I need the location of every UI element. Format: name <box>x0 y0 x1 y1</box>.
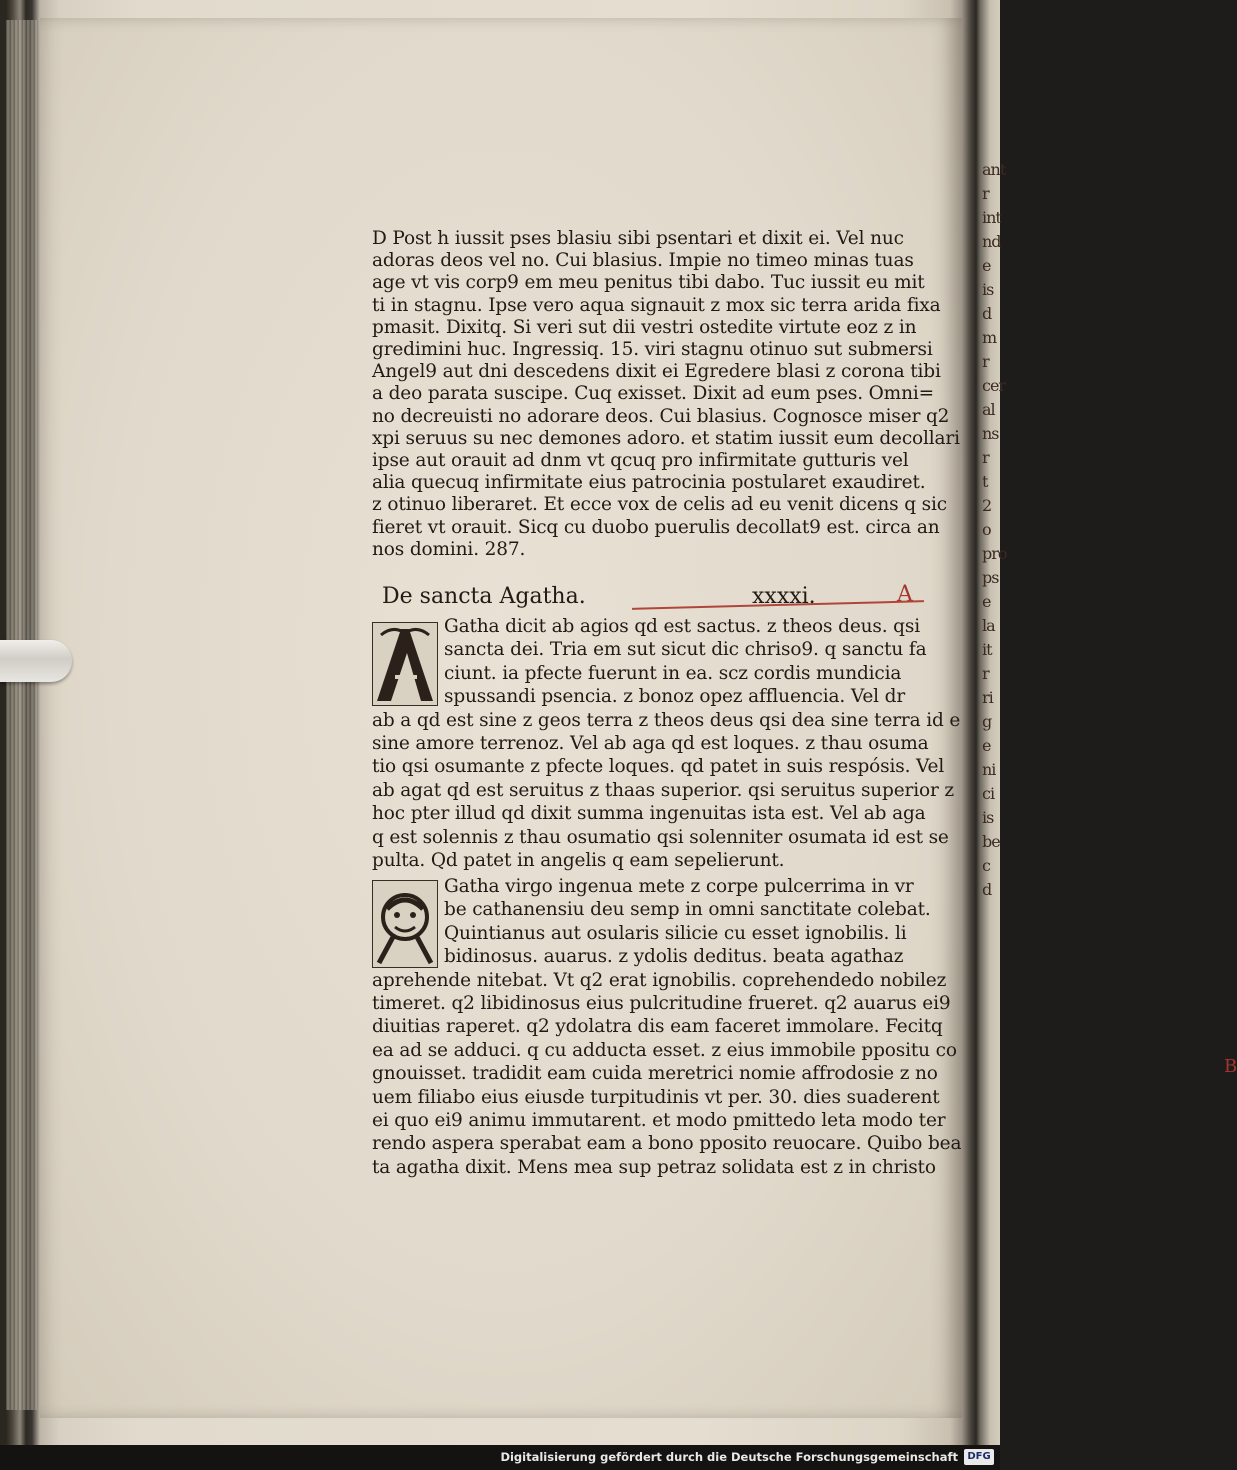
text-line: no decreuisti no adorare deos. Cui blasius. Cognosce miser q2 <box>372 405 950 427</box>
margin-fragment: is <box>982 280 994 299</box>
funding-notice: Digitalisierung gefördert durch die Deutsche Forschungsgemeinschaft <box>500 1450 958 1464</box>
margin-fragment: ni <box>982 760 996 779</box>
text-line: ei quo ei9 animu immutarent. et modo pmittedo leta modo ter <box>372 1110 946 1131</box>
text-line: z otinuo liberaret. Et ecce vox de celis ad eu venit dicens q sic <box>372 494 948 516</box>
text-line: rendo aspera sperabat eam a bono pposito reuocare. Quibo bea <box>372 1133 962 1155</box>
text-line: uem filiabo eius eiusde turpitudinis vt per. 30. dies suaderent <box>372 1086 940 1108</box>
margin-fragment: e <box>982 256 991 275</box>
text-line: ab a qd est sine z geos terra z theos deus qsi dea sine terra id e <box>372 709 961 731</box>
text-line: sancta dei. Tria em sut sicut dic chriso9. q sanctu fa <box>444 639 927 661</box>
text-line: hoc pter illud qd dixit summa ingenuitas ista est. Vel ab aga <box>372 803 926 825</box>
margin-fragment: e <box>982 592 991 611</box>
text-line: ea ad se adduci. q cu adducta esset. z eius immobile ppositu co <box>372 1039 957 1061</box>
text-line: Gatha dicit ab agios qd est sactus. z theos deus. qsi <box>444 616 920 637</box>
text-line: age vt vis corp9 em meu penitus tibi dabo. Tuc iussit eu mit <box>372 272 925 294</box>
margin-fragment: nd <box>982 232 1001 251</box>
book-page <box>40 18 1237 1418</box>
margin-fragment: r <box>982 664 989 683</box>
text-line: Angel9 aut dni descedens dixit ei Egredere blasi z corona tibi <box>372 361 941 383</box>
text-line: xpi seruus su nec demones adoro. et statim iussit eum decollari <box>372 427 960 449</box>
margin-fragment: r <box>982 448 989 467</box>
section-b-marker: B <box>1224 1056 1237 1077</box>
text-line: Gatha virgo ingenua mete z corpe pulcerrima in vr <box>444 876 914 897</box>
left-page-edges <box>6 20 38 1410</box>
margin-fragment: r <box>982 352 989 371</box>
text-line: be cathanensiu deu semp in omni sanctitate colebat. <box>444 899 931 921</box>
text-line: diuitias raperet. q2 ydolatra dis eam faceret immolare. Fecitq <box>372 1016 943 1038</box>
margin-fragment: c <box>982 856 990 875</box>
text-line: fieret vt orauit. Sicq cu duobo puerulis decollat9 est. circa an <box>372 516 940 538</box>
margin-fragment: la <box>982 616 995 635</box>
text-line: ta agatha dixit. Mens mea sup petraz solidata est z in christo <box>372 1156 936 1178</box>
text-line: tio qsi osumante z pfecte loques. qd patet in suis respósis. Vel <box>372 756 945 778</box>
chapter-heading <box>372 584 924 612</box>
text-line: bidinosus. auarus. z ydolis deditus. beata agathaz <box>444 946 904 968</box>
heading-number: xxxxi. <box>752 584 816 609</box>
margin-fragment: t <box>982 472 988 491</box>
text-line: a deo parata suscipe. Cuq exisset. Dixit ad eum pses. Omni= <box>372 383 934 405</box>
initial-a-drawing <box>373 623 437 705</box>
margin-fragment: pro <box>982 544 1007 563</box>
text-line: ciunt. ia pfecte fuerunt in ea. scz cordis mundicia <box>444 662 902 684</box>
initial-a-woodcut <box>372 622 438 706</box>
margin-fragment: ps <box>982 568 999 587</box>
margin-fragment: ri <box>982 688 993 707</box>
margin-fragment: ant <box>982 160 1006 179</box>
text-line: sine amore terrenoz. Vel ab aga qd est loques. z thau osuma <box>372 733 929 754</box>
next-page-edge <box>976 10 1007 1430</box>
margin-fragment: d <box>982 304 992 323</box>
initial-a-face-drawing <box>373 881 437 967</box>
margin-fragment: 2 <box>982 496 992 515</box>
margin-fragment: r <box>982 184 989 203</box>
text-line: D Post h iussit pses blasiu sibi psentari et dixit ei. Vel nuc <box>372 228 904 249</box>
text-line: timeret. q2 libidinosus eius pulcritudine frueret. q2 auarus ei9 <box>372 993 951 1014</box>
text-line: spussandi psencia. z bonoz opez affluencia. Vel dr <box>444 686 906 708</box>
text-line: gnouisset. tradidit eam cuida meretrici nomie affrodosie z no <box>372 1063 938 1085</box>
page-clip <box>0 640 72 682</box>
text-line: pmasit. Dixitq. Si veri sut dii vestri ostedite virtute eoz z in <box>372 316 917 338</box>
heading-title: De sancta Agatha. <box>382 584 586 609</box>
margin-fragment: m <box>982 328 997 347</box>
text-line: adoras deos vel no. Cui blasius. Impie no timeo minas tuas <box>372 250 914 272</box>
text-line: Quintianus aut osularis silicie cu esset ignobilis. li <box>444 922 907 944</box>
text-line: alia quecuq infirmitate eius patrocinia postularet exaudiret. <box>372 472 926 494</box>
initial-a-woodcut-2 <box>372 880 438 968</box>
margin-fragment: be <box>982 832 1000 851</box>
margin-fragment: cer <box>982 376 1006 395</box>
text-line: q est solennis z thau osumatio qsi solenniter osumata id est se <box>372 826 949 848</box>
text-line: ipse aut orauit ad dnm vt qcuq pro infirmitate gutturis vel <box>372 450 909 471</box>
margin-fragment: ci <box>982 784 995 803</box>
margin-fragment: g <box>982 712 992 731</box>
text-line: pulta. Qd patet in angelis q eam sepelierunt. <box>372 850 785 871</box>
text-line: ab agat qd est seruitus z thaas superior. qsi seruitus superior z <box>372 779 955 801</box>
dfg-logo: DFG <box>964 1449 994 1465</box>
text-line: gredimini huc. Ingressiq. 15. viri stagnu otinuo sut submersi <box>372 339 933 360</box>
margin-fragment: al <box>982 400 995 419</box>
margin-fragment: e <box>982 736 991 755</box>
margin-fragment: ns <box>982 424 999 443</box>
footer-bar <box>0 1445 1000 1470</box>
margin-fragment: is <box>982 808 994 827</box>
text-line: nos domini. 287. <box>372 538 526 560</box>
margin-fragment: o <box>982 520 991 539</box>
heading-marker: A <box>897 582 913 607</box>
text-line: aprehende nitebat. Vt q2 erat ignobilis. coprehendedo nobilez <box>372 969 947 991</box>
margin-fragment: int <box>982 208 1001 227</box>
text-line: ti in stagnu. Ipse vero aqua signauit z mox sic terra arida fixa <box>372 294 941 316</box>
margin-fragment: d <box>982 880 992 899</box>
margin-fragment: it <box>982 640 992 659</box>
